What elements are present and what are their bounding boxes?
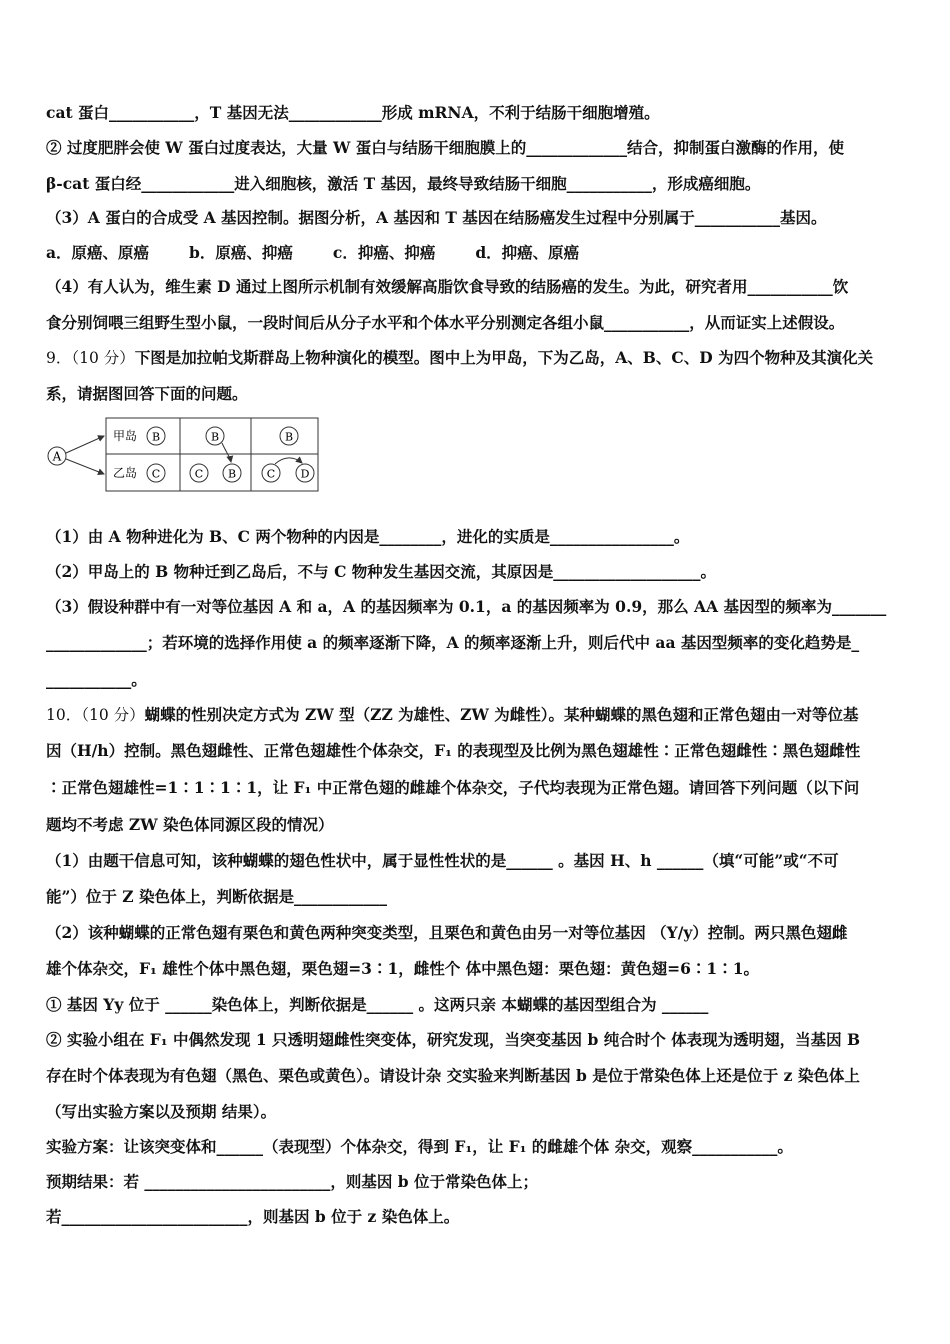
question-text: 下图是加拉帕戈斯群岛上物种演化的模型。图中上为甲岛，下为乙岛，A、B、C、D 为四个物种及其演化关	[134, 348, 874, 367]
text-line: （1）由 A 物种进化为 B、C 两个物种的内因是________，进化的实质是________________。	[46, 527, 690, 546]
option-b: b．原癌、抑癌	[189, 243, 293, 262]
text-line: （写出实验方案以及预期 结果）。	[46, 1102, 277, 1121]
text-line: 因（H/h）控制。黑色翅雌性、正常色翅雄性个体杂交，F₁ 的表现型及比例为黑色翅雄性∶正常色翅雌性∶黑色翅雌性	[46, 741, 861, 760]
text-line: β-cat 蛋白经____________进入细胞核，激活 T 基因，最终导致结肠干细胞___________，形成癌细胞。	[46, 174, 761, 193]
text-line: 预期结果：若 ________________________，则基因 b 位于常染色体上；	[46, 1172, 539, 1191]
question-10-header	[46, 705, 906, 725]
text-line: 实验方案：让该突变体和______（表现型）个体杂交，得到 F₁，让 F₁ 的雌雄个体 杂交，观察___________。	[46, 1137, 793, 1156]
options-row	[46, 243, 906, 263]
species-b-node	[206, 427, 224, 445]
text-line: 若________________________，则基因 b 位于 z 染色体上。	[46, 1207, 460, 1226]
text-line: （3）A 蛋白的合成受 A 基因控制。据图分析，A 基因和 T 基因在结肠癌发生过程中分别属于___________基因。	[46, 208, 827, 227]
text-line: _____________；若环境的选择作用使 a 的频率逐渐下降，A 的频率逐渐上升，则后代中 aa 基因型频率的变化趋势是_	[46, 633, 860, 652]
species-c-node	[262, 464, 280, 482]
question-9-header	[46, 348, 906, 368]
text-line: 存在时个体表现为有色翅（黑色、栗色或黄色）。请设计杂 交实验来判断基因 b 是位于常染色体上还是位于 z 染色体上	[46, 1066, 860, 1085]
text-line: 题均不考虑 ZW 染色体同源区段的情况）	[46, 815, 334, 834]
text-line: cat 蛋白___________，T 基因无法____________形成 mRNA，不利于结肠干细胞增殖。	[46, 103, 660, 122]
speciation-arrow	[275, 458, 302, 464]
text-line: （3）假设种群中有一对等位基因 A 和 a，A 的基因频率为 0.1，a 的基因频率为 0.9，那么 AA 基因型的频率为_______	[46, 597, 887, 616]
species-b-node	[223, 464, 241, 482]
question-number: 9．	[46, 349, 72, 367]
question-text: 蝴蝶的性别决定方式为 ZW 型（ZZ 为雄性、ZW 为雌性）。某种蝴蝶的黑色翅和正常色翅由一对等位基	[144, 705, 859, 724]
species-b-node	[280, 427, 298, 445]
option-c: c．抑癌、抑癌	[332, 243, 436, 262]
text-line: 系，请据图回答下面的问题。	[46, 384, 248, 403]
svg-text:B: B	[210, 430, 220, 444]
migration-arrow	[222, 443, 231, 462]
svg-text:B: B	[284, 430, 294, 444]
text-line: （2）该种蝴蝶的正常色翅有栗色和黄色两种突变类型，且栗色和黄色由另一对等位基因 （Y/y）控制。两只黑色翅雌	[46, 923, 848, 942]
svg-text:B: B	[151, 430, 161, 444]
species-c-node	[190, 464, 208, 482]
svg-text:C: C	[266, 467, 276, 481]
island-jia-label: 甲岛	[113, 429, 138, 443]
question-number: 10．	[46, 706, 82, 724]
question-score: （10 分）	[71, 349, 135, 367]
svg-text:D: D	[300, 467, 310, 481]
arrow-to-yi	[66, 459, 104, 474]
species-b-node	[147, 427, 165, 445]
svg-text:C: C	[151, 467, 161, 481]
question-score: （10 分）	[81, 706, 145, 724]
text-line: ② 实验小组在 F₁ 中偶然发现 1 只透明翅雌性突变体，研究发现，当突变基因 b 纯合时个 体表现为透明翅，当基因 B	[46, 1030, 861, 1049]
species-a-node	[48, 447, 66, 465]
text-line: 能”）位于 Z 染色体上，判断依据是____________	[46, 887, 388, 906]
text-line: 雄个体杂交，F₁ 雄性个体中黑色翅，栗色翅=3∶1，雌性个 体中黑色翅：栗色翅：黄色翅=6∶1∶1。	[46, 959, 759, 978]
text-line: ① 基因 Yy 位于 ______染色体上，判断依据是______ 。这两只亲 本蝴蝶的基因型组合为 ______	[46, 995, 709, 1014]
speciation-diagram	[46, 416, 321, 494]
svg-text:A: A	[52, 449, 62, 464]
arrow-to-jia	[66, 436, 104, 453]
species-c-node	[147, 464, 165, 482]
text-line: （4）有人认为，维生素 D 通过上图所示机制有效缓解高脂饮食导致的结肠癌的发生。为此，研究者用___________饮	[46, 277, 849, 296]
svg-text:C: C	[194, 467, 204, 481]
text-line: ___________。	[46, 670, 147, 689]
island-yi-label: 乙岛	[113, 466, 138, 480]
svg-text:B: B	[227, 467, 237, 481]
option-a: a．原癌、原癌	[46, 243, 150, 262]
species-d-node	[296, 464, 314, 482]
text-line: ② 过度肥胖会使 W 蛋白过度表达，大量 W 蛋白与结肠干细胞膜上的_____________结合，抑制蛋白激酶的作用，使	[46, 138, 845, 157]
text-line: ∶正常色翅雄性=1∶1∶1∶1，让 F₁ 中正常色翅的雌雄个体杂交，子代均表现为正常色翅。请回答下列问题（以下问	[46, 778, 860, 797]
text-line: （2）甲岛上的 B 物种迁到乙岛后，不与 C 物种发生基因交流，其原因是___________________。	[46, 562, 717, 581]
option-d: d．抑癌、原癌	[475, 243, 580, 262]
text-line: （1）由题干信息可知，该种蝴蝶的翅色性状中，属于显性性状的是______ 。基因 H、h ______（填“可能”或“不可	[46, 851, 839, 870]
text-line: 食分别饲喂三组野生型小鼠，一段时间后从分子水平和个体水平分别测定各组小鼠___________，从而证实上述假设。	[46, 313, 845, 332]
